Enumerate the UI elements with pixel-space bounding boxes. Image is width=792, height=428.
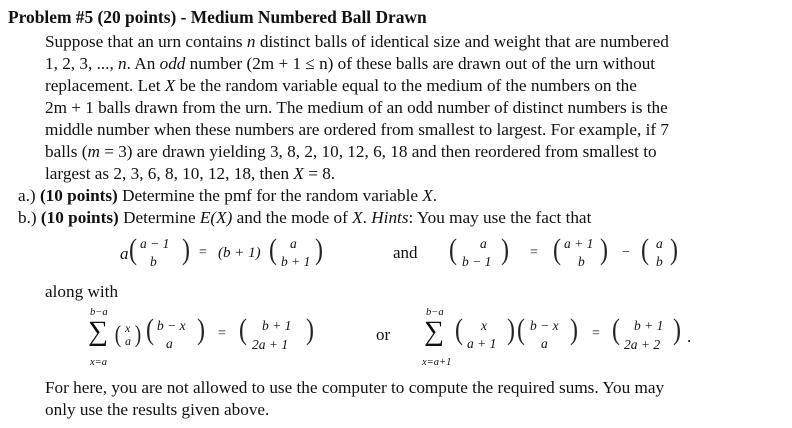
footer-line-2: only use the results given above. bbox=[45, 400, 270, 419]
part-a: a.) (10 points) Determine the pmf for the random variable X. bbox=[18, 186, 438, 205]
paragraph-line-4: 2m + 1 balls drawn from the urn. The medium of an odd number of distinct numbers is the bbox=[45, 98, 668, 117]
minus-sign: − bbox=[622, 245, 630, 260]
paragraph-line-1: Suppose that an urn contains n distinct balls of identical size and weight that are numbered bbox=[45, 32, 669, 51]
paren-close: ) bbox=[306, 313, 314, 346]
binom-r1-top: b + 1 bbox=[262, 318, 292, 333]
paragraph-line-5: middle number when these numbers are ordered from smallest to largest. For example, if 7 bbox=[45, 120, 669, 139]
paren-close: ) bbox=[134, 322, 142, 348]
sum-2-upper: b−a bbox=[426, 307, 444, 318]
binom-5-bottom: b bbox=[656, 254, 663, 269]
paragraph-line-3: replacement. Let X be the random variable equal to the medium of the numbers on the bbox=[45, 76, 637, 95]
sigma-2: ∑ bbox=[424, 316, 444, 347]
paren-open: ( bbox=[114, 322, 122, 348]
binom-r2-bottom: 2a + 2 bbox=[624, 337, 661, 352]
binom-x2-top: x bbox=[481, 318, 487, 333]
coef-a: a bbox=[120, 244, 129, 263]
paren-close: ) bbox=[182, 233, 190, 266]
along-with-text: along with bbox=[45, 282, 119, 301]
paren-close: ) bbox=[673, 313, 681, 346]
binom-3-bottom: b − 1 bbox=[462, 254, 492, 269]
binom-x-top: x bbox=[125, 321, 131, 335]
paren-open: ( bbox=[129, 233, 137, 266]
sum-1-lower: x=a bbox=[90, 357, 107, 368]
binom-5-top: a bbox=[656, 236, 663, 251]
binom-bx2-top: b − x bbox=[530, 318, 559, 333]
equals-sign: = bbox=[218, 326, 226, 341]
paren-open: ( bbox=[269, 233, 277, 266]
binom-r1-bottom: 2a + 1 bbox=[252, 337, 289, 352]
paren-open: ( bbox=[612, 313, 620, 346]
binom-1-bottom: b bbox=[150, 254, 157, 269]
paren-open: ( bbox=[239, 313, 247, 346]
binom-bx2-bottom: a bbox=[541, 336, 548, 351]
binom-x-bottom: a bbox=[125, 334, 131, 348]
sum-2-lower: x=a+1 bbox=[422, 357, 452, 368]
equals-sign: = bbox=[199, 245, 207, 260]
binom-bx-top: b − x bbox=[157, 318, 186, 333]
binom-2-top: a bbox=[290, 236, 297, 251]
paren-close: ) bbox=[570, 313, 578, 346]
problem-title: Problem #5 (20 points) - Medium Numbered Ball Drawn bbox=[8, 7, 427, 27]
paren-open: ( bbox=[553, 233, 561, 266]
paren-open: ( bbox=[641, 233, 649, 266]
paren-close: ) bbox=[197, 313, 205, 346]
binom-2-bottom: b + 1 bbox=[281, 254, 311, 269]
paren-open: ( bbox=[146, 313, 154, 346]
binom-1-top: a − 1 bbox=[140, 236, 170, 251]
binom-4-bottom: b bbox=[578, 254, 585, 269]
sum-1-upper: b−a bbox=[90, 307, 108, 318]
footer-line-1: For here, you are not allowed to use the computer to compute the required sums. You may bbox=[45, 378, 665, 397]
paren-close: ) bbox=[507, 313, 515, 346]
paren-open: ( bbox=[455, 313, 463, 346]
or-word: or bbox=[376, 325, 391, 344]
paren-close: ) bbox=[670, 233, 678, 266]
part-b: b.) (10 points) Determine E(X) and the mode of X. Hints: You may use the fact that bbox=[18, 208, 592, 227]
paragraph-line-2: 1, 2, 3, ..., n. An odd number (2m + 1 ≤ n) of these balls are drawn out of the urn without bbox=[45, 54, 656, 73]
binom-x2-bottom: a + 1 bbox=[467, 336, 497, 351]
and-word: and bbox=[393, 243, 418, 262]
paren-close: ) bbox=[501, 233, 509, 266]
sigma-1: ∑ bbox=[88, 316, 108, 347]
paren-close: ) bbox=[315, 233, 323, 266]
binom-r2-top: b + 1 bbox=[634, 318, 664, 333]
binom-3-top: a bbox=[480, 236, 487, 251]
equals-sign: = bbox=[530, 245, 538, 260]
paragraph-line-6: balls (m = 3) are drawn yielding 3, 8, 2, 10, 12, 6, 18 and then reordered from smallest to bbox=[45, 142, 657, 161]
equals-sign: = bbox=[592, 326, 600, 341]
binom-bx-bottom: a bbox=[166, 336, 173, 351]
paragraph-line-7: largest as 2, 3, 6, 8, 10, 12, 18, then X = 8. bbox=[45, 164, 336, 183]
binom-4-top: a + 1 bbox=[564, 236, 594, 251]
paren-open: ( bbox=[517, 313, 525, 346]
paren-close: ) bbox=[600, 233, 608, 266]
factor-b-plus-1: (b + 1) bbox=[218, 245, 261, 261]
period: . bbox=[687, 327, 692, 346]
paren-open: ( bbox=[449, 233, 457, 266]
